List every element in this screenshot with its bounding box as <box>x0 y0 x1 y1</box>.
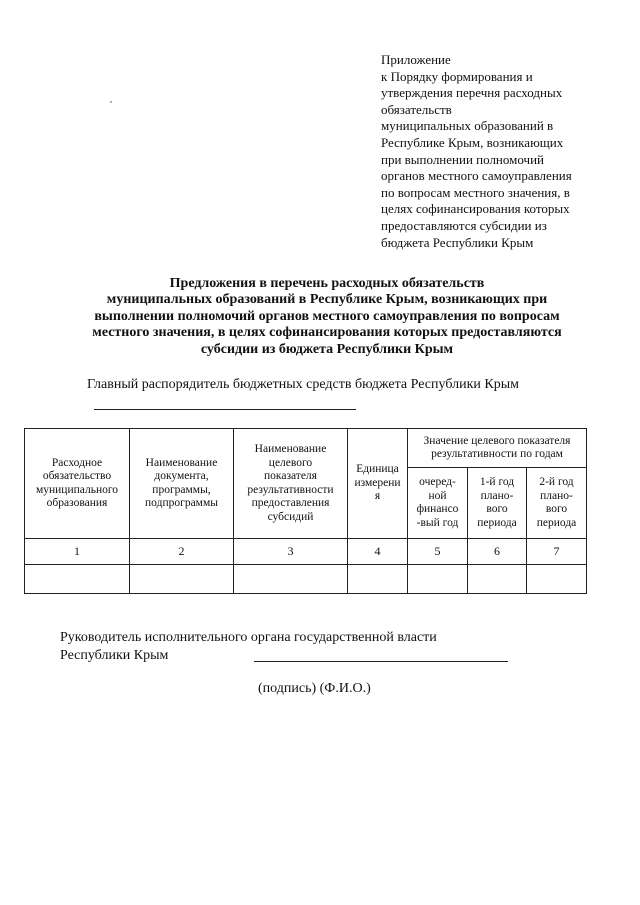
title-line: Предложения в перечень расходных обязательств <box>169 276 485 291</box>
header-indicator-name: Наименование целевого показателя результативности предоставления субсидий <box>234 429 348 539</box>
signatory-line: Республики Крым <box>60 648 169 663</box>
appendix-block <box>381 52 596 251</box>
appendix-line: предоставляются субсидии из <box>381 217 547 233</box>
column-number: 5 <box>408 539 468 565</box>
appendix-line: муниципальных образований в <box>381 118 554 134</box>
header-document-name: Наименование документа, программы, подпрограммы <box>130 429 234 539</box>
header-current-year: очеред- ной финансо -вый год <box>408 468 468 539</box>
proposal-table <box>24 428 587 594</box>
distributor-label: Главный распорядитель бюджетных средств бюджета Республики Крым <box>87 377 519 392</box>
empty-cell[interactable] <box>408 565 468 594</box>
header-plan-year-1: 1-й год плано- вого периода <box>468 468 527 539</box>
empty-cell[interactable] <box>130 565 234 594</box>
column-number: 4 <box>348 539 408 565</box>
empty-cell[interactable] <box>25 565 130 594</box>
title-line: муниципальных образований в Республике Крым, возникающих при <box>106 292 548 308</box>
appendix-line: целях софинансирования которых <box>381 201 570 217</box>
scan-speck <box>110 101 112 103</box>
signatory-line: Руководитель исполнительного органа государственной власти <box>60 630 437 645</box>
title-line: субсидии из бюджета Республики Крым <box>200 341 454 357</box>
appendix-line: бюджета Республики Крым <box>381 234 534 250</box>
appendix-line: органов местного самоуправления <box>381 168 572 184</box>
title-line: выполнении полномочий органов местного самоуправления по вопросам <box>94 308 560 324</box>
header-expense-obligation: Расходное обязательство муниципального образования <box>25 429 130 539</box>
column-number: 3 <box>234 539 348 565</box>
column-numbers-row <box>25 539 587 565</box>
title-line: местного значения, в целях софинансирования которых предоставляются <box>92 325 562 341</box>
appendix-line: утверждения перечня расходных <box>381 85 563 101</box>
empty-cell[interactable] <box>348 565 408 594</box>
header-plan-year-2: 2-й год плано- вого периода <box>527 468 587 539</box>
empty-cell[interactable] <box>468 565 527 594</box>
empty-cell[interactable] <box>234 565 348 594</box>
header-indicator-values: Значение целевого показателя результативности по годам <box>408 429 587 468</box>
signature-fill-line[interactable] <box>254 661 508 662</box>
header-unit: Единица измерени я <box>348 429 408 539</box>
appendix-line: обязательств <box>381 101 452 117</box>
signatory-title <box>60 629 437 665</box>
appendix-line: по вопросам местного значения, в <box>381 184 570 200</box>
column-number: 7 <box>527 539 587 565</box>
distributor-fill-line[interactable] <box>94 409 356 410</box>
column-number: 1 <box>25 539 130 565</box>
empty-cell[interactable] <box>527 565 587 594</box>
signature-caption: (подпись) (Ф.И.О.) <box>258 681 371 696</box>
appendix-line: Республике Крым, возникающих <box>381 134 564 150</box>
document-title <box>52 276 602 358</box>
column-number: 6 <box>468 539 527 565</box>
empty-data-row <box>25 565 587 594</box>
appendix-line: при выполнении полномочий <box>381 151 544 167</box>
appendix-line: к Порядку формирования и <box>381 68 533 84</box>
appendix-line: Приложение <box>381 52 451 67</box>
column-number: 2 <box>130 539 234 565</box>
